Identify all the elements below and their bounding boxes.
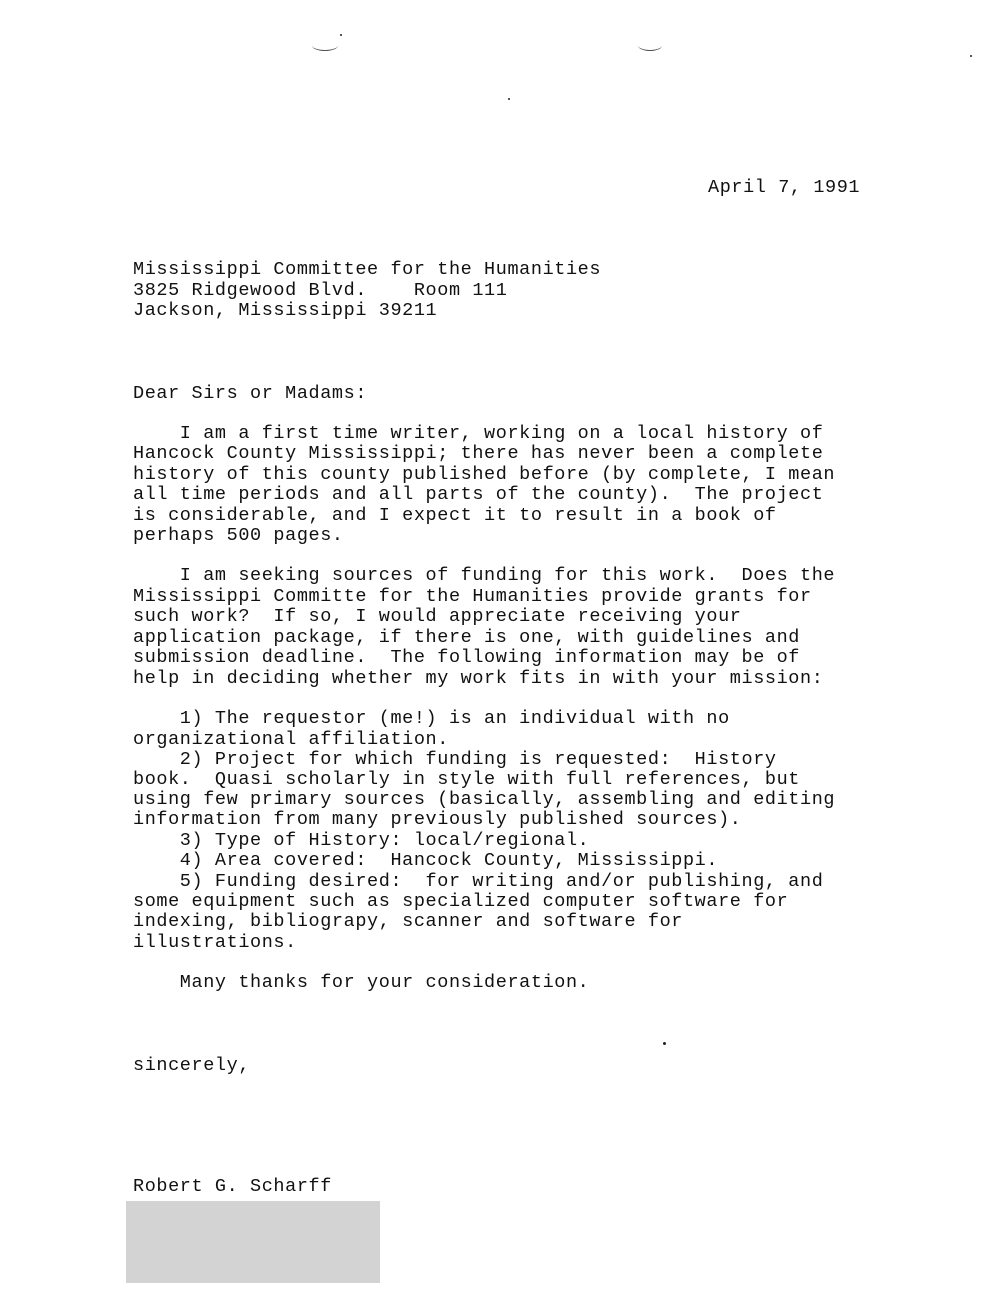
list-line: information from many previously published sources). — [133, 809, 742, 830]
scan-mark-right — [638, 40, 662, 51]
list-line: some equipment such as specialized computer software for — [133, 891, 789, 912]
paragraph-2-line: I am seeking sources of funding for this work. Does the — [133, 565, 836, 586]
paragraph-1-line: perhaps 500 pages. — [133, 525, 344, 546]
recipient-line-2: 3825 Ridgewood Blvd. Room 111 — [133, 280, 508, 301]
paragraph-1-line: all time periods and all parts of the county). The project — [133, 484, 824, 505]
list-line: 4) Area covered: Hancock County, Mississippi. — [133, 850, 719, 871]
salutation: Dear Sirs or Madams: — [133, 383, 368, 404]
list-line: organizational affiliation. — [133, 729, 449, 750]
scan-speck — [663, 1042, 666, 1045]
list-line: using few primary sources (basically, assembling and editing — [133, 789, 836, 810]
list-line: 1) The requestor (me!) is an individual with no — [133, 708, 730, 729]
scan-mark-left — [312, 40, 338, 51]
paragraph-2-line: help in deciding whether my work fits in with your mission: — [133, 668, 824, 689]
list-line: 2) Project for which funding is requested: History — [133, 749, 777, 770]
recipient-line-1: Mississippi Committee for the Humanities — [133, 259, 602, 280]
scan-speck — [508, 98, 510, 100]
list-line: book. Quasi scholarly in style with full references, but — [133, 769, 801, 790]
thanks-line: Many thanks for your consideration. — [133, 972, 590, 993]
list-line: 3) Type of History: local/regional. — [133, 830, 590, 851]
paragraph-1-line: I am a first time writer, working on a local history of — [133, 423, 824, 444]
list-line: illustrations. — [133, 932, 297, 953]
scan-speck — [340, 34, 342, 36]
signature-name: Robert G. Scharff — [133, 1176, 332, 1197]
paragraph-1-line: is considerable, and I expect it to result in a book of — [133, 505, 777, 526]
scan-speck — [970, 55, 972, 57]
list-line: 5) Funding desired: for writing and/or publishing, and — [133, 871, 824, 892]
paragraph-2-line: such work? If so, I would appreciate receiving your — [133, 606, 742, 627]
paragraph-2-line: submission deadline. The following information may be of — [133, 647, 801, 668]
letter-date: April 7, 1991 — [708, 177, 861, 198]
recipient-line-3: Jackson, Mississippi 39211 — [133, 300, 438, 321]
paragraph-1-line: history of this county published before (by complete, I mean — [133, 464, 836, 485]
closing: sincerely, — [133, 1055, 251, 1076]
list-line: indexing, bibliograpy, scanner and software for — [133, 911, 683, 932]
paragraph-2-line: Mississippi Committe for the Humanities provide grants for — [133, 586, 812, 607]
paragraph-2-line: application package, if there is one, with guidelines and — [133, 627, 801, 648]
redacted-address-block — [126, 1201, 380, 1283]
paragraph-1-line: Hancock County Mississippi; there has never been a complete — [133, 443, 824, 464]
